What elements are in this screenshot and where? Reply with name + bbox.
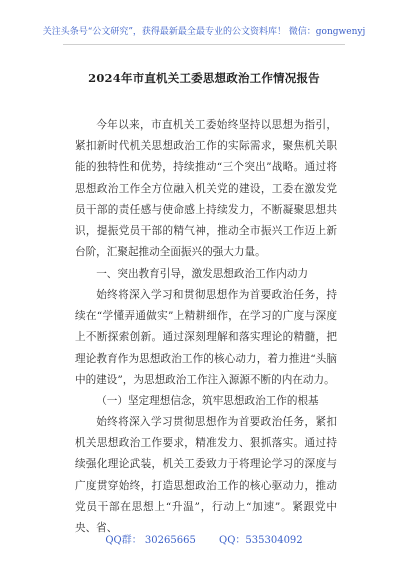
section-1-paragraph: 始终将深入学习和贯彻思想作为首要政治任务，持续在“学懂弄通做实”上精耕细作，在学习的广度与深度上不断探索创新。通过深刻理解和落实理论的精髓，把理论教育作为思想政治工作的核心动力，着力推进“头脑中的建设”，为思想政治工作注入源源不断的内在动力。: [75, 289, 337, 386]
header-note: 关注头条号“公文研究”，获得最新最全最专业的公文资料库！ 微信：gongwenyj: [42, 27, 366, 37]
footer-contact: [0, 535, 408, 547]
intro-paragraph: 今年以来，市直机关工委始终坚持以思想为指引，紧扣新时代机关思想政治工作的实际需求，聚焦机关职能的独特性和优势，持续推动“三个突出”战略。通过将思想政治工作全方位融入机关党的建设，工委在激发党员干部的责任感与使命感上持续发力，不断凝聚思想共识，提振党员干部的精气神，推动全市振兴工作迈上新台阶，汇聚起推动全面振兴的强大力量。: [75, 119, 337, 259]
subsection-1-paragraph: 始终将深入学习贯彻思想作为首要政治任务，紧扣机关思想政治工作要求，精准发力、狠抓落实。通过持续强化理论武装，机关工委致力于将理论学习的深度与广度贯穿始终，打造思想政治工作的核心驱动力，推动党员干部在思想上“升温”，行动上“加速”。紧跟党中央、省、: [75, 416, 337, 535]
section-heading-1: 一、突出教育引导，激发思想政治工作内动力: [96, 268, 309, 280]
footer-qq-group: QQ群： 30265665: [105, 535, 196, 546]
header-divider: [63, 44, 345, 45]
footer-qq: QQ：535304092: [219, 535, 303, 546]
subsection-heading-1: （一）坚定理想信念，筑牢思想政治工作的根基: [96, 395, 319, 407]
document-title: 2024年市直机关工委思想政治工作情况报告: [88, 71, 320, 85]
